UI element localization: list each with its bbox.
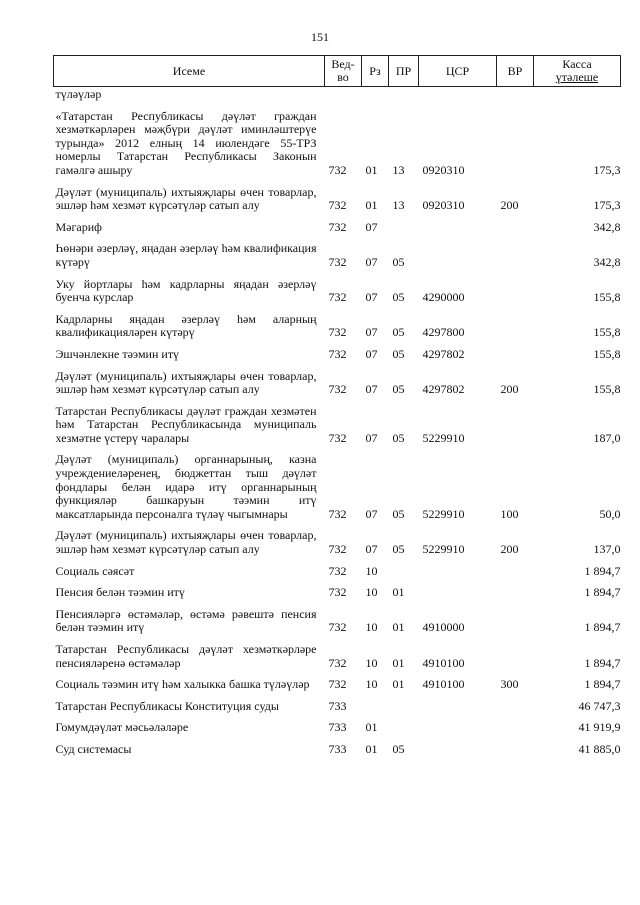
row-csr: 4290000 <box>422 290 465 305</box>
row-amount: 155,8 <box>593 325 621 340</box>
row-amount: 175,3 <box>593 162 621 177</box>
row-name: Социаль тәэмин итү һәм халыкка башка түләүләр <box>55 677 310 692</box>
budget-table <box>53 55 621 758</box>
row-vr <box>497 87 534 103</box>
row-amount: 50,0 <box>599 506 621 521</box>
header-vedomstvo <box>325 56 362 87</box>
row-vr: 200 <box>500 542 519 557</box>
row-csr: 4297802 <box>422 382 465 397</box>
row-pr: 01 <box>392 620 405 635</box>
row-vr <box>497 736 534 758</box>
row-rz: 07 <box>365 219 378 234</box>
table-row <box>54 736 621 758</box>
row-vr: 100 <box>500 506 519 521</box>
header-rz: Рз <box>362 56 389 87</box>
row-amount: 1 894,7 <box>584 620 621 635</box>
row-pr: 01 <box>392 655 405 670</box>
row-name: Дәүләт (муниципаль) ихтыяҗлары өчен товарлар, эшләр һәм хезмәт күрсәтүләр сатып алу <box>55 368 317 397</box>
header-vr: ВР <box>497 56 534 87</box>
row-vedomstvo: 732 <box>328 542 347 557</box>
row-rz <box>362 693 389 715</box>
row-amount: 1 894,7 <box>584 585 621 600</box>
table-row <box>54 558 621 580</box>
row-pr: 01 <box>392 677 405 692</box>
header-csr: ЦСР <box>419 56 497 87</box>
header-amount-line2: үтәлеше <box>555 70 599 84</box>
row-amount: 342,8 <box>593 219 621 234</box>
table-row <box>54 398 621 447</box>
row-name: Суд системасы <box>55 741 132 756</box>
row-rz: 10 <box>365 620 378 635</box>
row-vedomstvo: 732 <box>328 325 347 340</box>
row-amount: 342,8 <box>593 254 621 269</box>
header-vedomstvo-line2: во <box>337 70 349 84</box>
row-pr: 05 <box>392 741 405 756</box>
row-csr: 4297800 <box>422 325 465 340</box>
row-name: Татарстан Республикасы дәүләт хезмәткәрләре пенсияләренә өстәмәләр <box>55 642 317 670</box>
table-row <box>54 363 621 398</box>
row-rz: 07 <box>365 430 378 445</box>
row-vr <box>497 214 534 236</box>
table-row <box>54 87 621 103</box>
row-vedomstvo: 732 <box>328 677 347 692</box>
row-vedomstvo: 732 <box>328 346 347 361</box>
row-amount: 46 747,3 <box>578 698 621 713</box>
row-vedomstvo: 732 <box>328 198 347 213</box>
table-row <box>54 235 621 270</box>
row-pr: 05 <box>392 325 405 340</box>
row-vedomstvo: 732 <box>328 162 347 177</box>
table-row <box>54 522 621 557</box>
row-rz: 01 <box>365 198 378 213</box>
row-csr: 0920310 <box>422 198 465 213</box>
row-csr: 5229910 <box>422 430 465 445</box>
row-csr: 4297802 <box>422 346 465 361</box>
row-pr <box>389 214 419 236</box>
table-row <box>54 214 621 236</box>
row-csr <box>419 87 497 103</box>
row-amount: 155,8 <box>593 382 621 397</box>
row-vr <box>497 579 534 601</box>
row-name: Пенсияләргә өстәмәләр, өстәмә рәвештә пенсия белән тәэмин итү <box>55 606 317 635</box>
row-vedomstvo: 732 <box>328 430 347 445</box>
row-vr <box>497 601 534 636</box>
row-rz: 10 <box>365 655 378 670</box>
row-csr: 4910000 <box>422 620 465 635</box>
row-vedomstvo: 732 <box>328 620 347 635</box>
header-amount <box>534 56 621 87</box>
table-row <box>54 103 621 179</box>
header-amount-line1: Касса <box>562 57 592 71</box>
table-row <box>54 446 621 522</box>
table-row <box>54 306 621 341</box>
row-vedomstvo: 732 <box>328 219 347 234</box>
row-vr <box>497 636 534 671</box>
row-amount: 1 894,7 <box>584 655 621 670</box>
row-pr: 13 <box>392 198 405 213</box>
row-rz: 07 <box>365 325 378 340</box>
row-vr <box>497 714 534 736</box>
row-vr <box>497 558 534 580</box>
row-vedomstvo: 732 <box>328 506 347 521</box>
table-header-row <box>54 56 621 87</box>
row-name: Социаль сәясәт <box>55 563 135 578</box>
row-vedomstvo: 732 <box>328 290 347 305</box>
row-vr <box>497 693 534 715</box>
row-name: Пенсия белән тәэмин итү <box>55 585 185 600</box>
row-name: Уку йортлары һәм кадрларны яңадан әзерләү буенча курслар <box>55 276 317 305</box>
row-pr: 05 <box>392 346 405 361</box>
header-vedomstvo-line1: Вед- <box>331 57 355 71</box>
row-vr: 200 <box>500 198 519 213</box>
row-name: Дәүләт (муниципаль) ихтыяҗлары өчен товарлар, эшләр һәм хезмәт күрсәтүләр сатып алу <box>55 528 317 557</box>
row-rz: 10 <box>365 585 378 600</box>
row-vr: 200 <box>500 382 519 397</box>
row-vr <box>497 271 534 306</box>
row-name: Кадрларны яңадан әзерләү һәм аларның квалификацияләрен күтәрү <box>55 311 317 340</box>
row-csr: 5229910 <box>422 542 465 557</box>
row-vr <box>497 341 534 363</box>
row-amount: 1 894,7 <box>584 677 621 692</box>
row-pr: 05 <box>392 430 405 445</box>
row-rz: 01 <box>365 720 378 735</box>
table-row <box>54 601 621 636</box>
row-csr <box>419 579 497 601</box>
row-vr <box>497 235 534 270</box>
row-vedomstvo: 733 <box>328 741 347 756</box>
header-name: Исеме <box>54 56 325 87</box>
row-rz: 07 <box>365 254 378 269</box>
table-row <box>54 271 621 306</box>
row-pr: 05 <box>392 506 405 521</box>
row-amount: 1 894,7 <box>584 563 621 578</box>
row-pr <box>389 87 419 103</box>
row-vedomstvo: 732 <box>328 585 347 600</box>
row-name: Татарстан Республикасы дәүләт граждан хезмәтен һәм Татарстан Республикасында муниципаль хезмәтне үстерү чаралары <box>55 403 317 445</box>
row-name: Дәүләт (муниципаль) органнарының, казна учреждениеләренең, бюджеттан тыш дәүләт фондлары белән идарә итү органнарының функцияләр башкаруын тәэмин итү максатларында персоналга түләү чыгымнары <box>55 452 317 521</box>
row-csr: 0920310 <box>422 162 465 177</box>
row-csr: 4910100 <box>422 677 465 692</box>
table-row <box>54 714 621 736</box>
row-vr <box>497 398 534 447</box>
row-name: Мәгариф <box>55 219 102 234</box>
row-vr: 300 <box>500 677 519 692</box>
row-csr <box>419 235 497 270</box>
row-rz: 07 <box>365 542 378 557</box>
row-amount: 187,0 <box>593 430 621 445</box>
header-pr: ПР <box>389 56 419 87</box>
row-name: Эшчәнлекне тәэмин итү <box>55 346 180 361</box>
row-name: Һөнәри әзерләү, яңадан әзерләү һәм квалификация күтәрү <box>55 241 317 269</box>
row-rz: 10 <box>365 563 378 578</box>
page-number: 151 <box>311 30 329 44</box>
row-pr: 05 <box>392 290 405 305</box>
row-pr: 05 <box>392 254 405 269</box>
table-row <box>54 671 621 693</box>
row-rz: 01 <box>365 162 378 177</box>
row-name: түләүләр <box>55 87 102 101</box>
row-pr: 05 <box>392 382 405 397</box>
row-csr: 4910100 <box>422 655 465 670</box>
table-row <box>54 636 621 671</box>
row-vedomstvo: 732 <box>328 655 347 670</box>
row-amount: 137,0 <box>593 542 621 557</box>
row-amount <box>534 87 621 103</box>
row-rz: 07 <box>365 290 378 305</box>
row-csr <box>419 714 497 736</box>
row-csr <box>419 558 497 580</box>
row-pr <box>389 714 419 736</box>
row-rz <box>362 87 389 103</box>
row-vedomstvo: 733 <box>328 720 347 735</box>
row-rz: 07 <box>365 382 378 397</box>
table-body <box>54 87 621 758</box>
row-vedomstvo: 732 <box>328 254 347 269</box>
row-vedomstvo <box>325 87 362 103</box>
row-pr <box>389 693 419 715</box>
row-rz: 01 <box>365 741 378 756</box>
row-csr <box>419 736 497 758</box>
row-name: Гомумдәүләт мәсьәләләре <box>55 720 189 735</box>
row-rz: 10 <box>365 677 378 692</box>
table-row <box>54 693 621 715</box>
row-vr <box>497 306 534 341</box>
row-pr: 01 <box>392 585 405 600</box>
row-csr <box>419 693 497 715</box>
row-vedomstvo: 732 <box>328 563 347 578</box>
row-amount: 41 919,9 <box>578 720 621 735</box>
row-rz: 07 <box>365 506 378 521</box>
row-amount: 175,3 <box>593 198 621 213</box>
table-row <box>54 341 621 363</box>
row-name: «Татарстан Республикасы дәүләт граждан хезмәткәрләрен мәҗбүри дәүләт иминләштерүе турында» 2012 елның 14 июлендәге 55-ТРЗ номерлы Татарстан Республикасы Законын гамәлгә ашыру <box>55 108 317 177</box>
row-csr: 5229910 <box>422 506 465 521</box>
row-pr: 05 <box>392 542 405 557</box>
row-vedomstvo: 733 <box>328 698 347 713</box>
row-csr <box>419 214 497 236</box>
row-vr <box>497 103 534 179</box>
table-row <box>54 179 621 214</box>
row-name: Дәүләт (муниципаль) ихтыяҗлары өчен товарлар, эшләр һәм хезмәт күрсәтүләр сатып алу <box>55 184 317 213</box>
row-vedomstvo: 732 <box>328 382 347 397</box>
table-row <box>54 579 621 601</box>
row-rz: 07 <box>365 346 378 361</box>
row-pr: 13 <box>392 162 405 177</box>
row-amount: 41 885,0 <box>578 741 621 756</box>
row-amount: 155,8 <box>593 290 621 305</box>
row-amount: 155,8 <box>593 346 621 361</box>
row-pr <box>389 558 419 580</box>
row-name: Татарстан Республикасы Конституция суды <box>55 698 279 713</box>
